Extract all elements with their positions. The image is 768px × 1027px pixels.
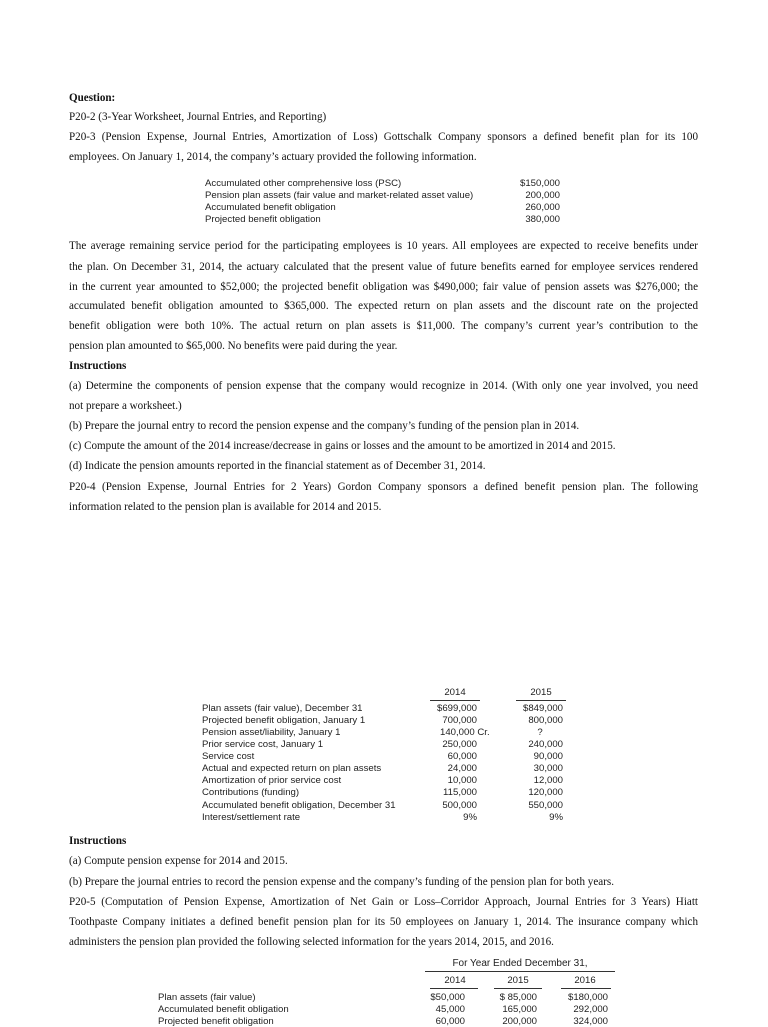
p20-3-paragraph-line: pension plan amounted to $65,000. No benefits were paid during the year. bbox=[69, 340, 398, 352]
p20-3-paragraph-line: The average remaining service period for the participating employees is 10 years. All employees are expected to receive benefits under bbox=[69, 240, 698, 252]
header-rule bbox=[430, 700, 480, 701]
table-cell-2014: 250,000 bbox=[442, 739, 477, 750]
table-cell-2015: $ 85,000 bbox=[499, 992, 537, 1003]
table-cell-2015: $849,000 bbox=[522, 703, 563, 714]
table-cell-2014: 45,000 bbox=[435, 1004, 465, 1015]
table-cell-2014: 9% bbox=[463, 812, 477, 823]
header-rule bbox=[430, 988, 478, 989]
table-cell-2014: 700,000 bbox=[442, 715, 477, 726]
table-cell-2014: 115,000 bbox=[443, 787, 477, 798]
table-cell-2015: 240,000 bbox=[528, 739, 563, 750]
table-row-label: Accumulated benefit obligation bbox=[205, 202, 336, 213]
p20-3-paragraph-line: accumulated benefit obligation amounted to $365,000. The expected return on plan assets and the discount rate on the projected bbox=[69, 300, 698, 312]
table-row-label: Amortization of prior service cost bbox=[202, 775, 342, 786]
table-row-value: 380,000 bbox=[525, 214, 560, 225]
p20-4-instruction-b: (b) Prepare the journal entries to record the pension expense and the company’s funding of the pension plan for both years. bbox=[69, 876, 614, 888]
table-row-value: 200,000 bbox=[525, 190, 560, 201]
table-row-label: Plan assets (fair value), December 31 bbox=[202, 703, 363, 714]
p20-3-instruction-d: (d) Indicate the pension amounts reported in the financial statement as of December 31, 2014. bbox=[69, 460, 486, 472]
p20-3-paragraph-line: in the current year amounted to $52,000; the projected benefit obligation was $490,000; fair value of pension assets was $276,000; the bbox=[69, 281, 698, 293]
p20-5-intro-line3: administers the pension plan provided the following selected information for the years 2014, 2015, and 2016. bbox=[69, 936, 554, 948]
column-header-2016: 2016 bbox=[574, 975, 596, 986]
p20-4-intro-line1: P20-4 (Pension Expense, Journal Entries for 2 Years) Gordon Company sponsors a defined benefit pension plan. The following bbox=[69, 481, 698, 493]
header-rule bbox=[516, 700, 566, 701]
table-cell-2014: 24,000 bbox=[447, 763, 477, 774]
table-cell-2015: 800,000 bbox=[528, 715, 563, 726]
table-row-label: Actual and expected return on plan assets bbox=[202, 763, 382, 774]
table-cell-2015: 120,000 bbox=[528, 787, 563, 798]
table-cell-2014: $50,000 bbox=[430, 992, 465, 1003]
table-cell-2014: 140,000 Cr. bbox=[440, 727, 490, 738]
table-cell-2015: 30,000 bbox=[533, 763, 563, 774]
table-cell-2014: 10,000 bbox=[447, 775, 477, 786]
p20-4-intro-line2: information related to the pension plan is available for 2014 and 2015. bbox=[69, 501, 382, 513]
table-row-label: Prior service cost, January 1 bbox=[202, 739, 324, 750]
p20-3-instruction-a-line2: not prepare a worksheet.) bbox=[69, 400, 182, 412]
table-cell-2016: 292,000 bbox=[573, 1004, 608, 1015]
table-row-label: Contributions (funding) bbox=[202, 787, 300, 798]
table-cell-2015: 550,000 bbox=[528, 800, 563, 811]
p20-3-instruction-a-line1: (a) Determine the components of pension expense that the company would recognize in 2014. (With only one year involved, you need bbox=[69, 380, 698, 392]
p20-4-instructions-heading: Instructions bbox=[69, 835, 127, 847]
question-heading: Question: bbox=[69, 92, 116, 104]
table-cell-2015: 90,000 bbox=[533, 751, 563, 762]
p20-3-instruction-b: (b) Prepare the journal entry to record the pension expense and the company’s funding of the pension plan in 2014. bbox=[69, 420, 580, 432]
p20-5-intro-line1: P20-5 (Computation of Pension Expense, Amortization of Net Gain or Loss–Corridor Approach, Journal Entries for 3 Years) Hiatt bbox=[69, 896, 698, 908]
group-header: For Year Ended December 31, bbox=[452, 958, 588, 969]
table-cell-2014: $699,000 bbox=[436, 703, 477, 714]
p20-3-instructions-heading: Instructions bbox=[69, 360, 127, 372]
table-cell-2016: 324,000 bbox=[573, 1016, 608, 1027]
header-rule bbox=[561, 988, 611, 989]
p20-3-paragraph-line: benefit obligation were both 10%. The actual return on plan assets is $11,000. The company’s current year’s contribution to the bbox=[69, 320, 698, 332]
table-cell-2014: 60,000 bbox=[447, 751, 477, 762]
p20-3-intro-line1: P20-3 (Pension Expense, Journal Entries, Amortization of Loss) Gottschalk Company sponsors a defined benefit plan for its 100 bbox=[69, 131, 698, 143]
column-header-2014: 2014 bbox=[444, 687, 466, 698]
table-row-label: Accumulated benefit obligation, December 31 bbox=[202, 800, 396, 811]
table-row-value: 260,000 bbox=[525, 202, 560, 213]
table-cell-2015: 9% bbox=[549, 812, 563, 823]
table-cell-2015: 165,000 bbox=[502, 1004, 537, 1015]
table-row-label: Plan assets (fair value) bbox=[158, 992, 256, 1003]
p20-3-paragraph-line: the plan. On December 31, 2014, the actuary calculated that the present value of future benefits earned for employee services rendered bbox=[69, 261, 698, 273]
table-cell-2015: ? bbox=[537, 727, 543, 738]
table-cell-2014: 60,000 bbox=[435, 1016, 465, 1027]
table-row-label: Service cost bbox=[202, 751, 255, 762]
column-header-2015: 2015 bbox=[507, 975, 529, 986]
table-row-label: Pension asset/liability, January 1 bbox=[202, 727, 341, 738]
problem-p20-2-title: P20-2 (3-Year Worksheet, Journal Entries, and Reporting) bbox=[69, 111, 327, 123]
column-header-2015: 2015 bbox=[530, 687, 552, 698]
table-row-label: Projected benefit obligation, January 1 bbox=[202, 715, 366, 726]
table-row-value: $150,000 bbox=[519, 178, 560, 189]
p20-5-intro-line2: Toothpaste Company initiates a defined benefit pension plan for its 50 employees on January 1, 2014. The insurance company which bbox=[69, 916, 698, 928]
table-cell-2014: 500,000 bbox=[442, 800, 477, 811]
table-cell-2015: 12,000 bbox=[533, 775, 563, 786]
column-header-2014: 2014 bbox=[444, 975, 466, 986]
table-row-label: Interest/settlement rate bbox=[202, 812, 301, 823]
table-row-label: Projected benefit obligation bbox=[158, 1016, 274, 1027]
table-cell-2015: 200,000 bbox=[502, 1016, 537, 1027]
table-row-label: Accumulated other comprehensive loss (PSC) bbox=[205, 178, 402, 189]
table-row-label: Accumulated benefit obligation bbox=[158, 1004, 289, 1015]
table-cell-2016: $180,000 bbox=[567, 992, 608, 1003]
table-row-label: Pension plan assets (fair value and market-related asset value) bbox=[205, 190, 474, 201]
group-header-rule bbox=[425, 971, 615, 972]
table-row-label: Projected benefit obligation bbox=[205, 214, 321, 225]
p20-3-intro-line2: employees. On January 1, 2014, the company’s actuary provided the following information. bbox=[69, 151, 477, 163]
header-rule bbox=[494, 988, 542, 989]
p20-3-instruction-c: (c) Compute the amount of the 2014 increase/decrease in gains or losses and the amount to be amortized in 2014 and 2015. bbox=[69, 440, 616, 452]
p20-4-instruction-a: (a) Compute pension expense for 2014 and 2015. bbox=[69, 855, 288, 867]
